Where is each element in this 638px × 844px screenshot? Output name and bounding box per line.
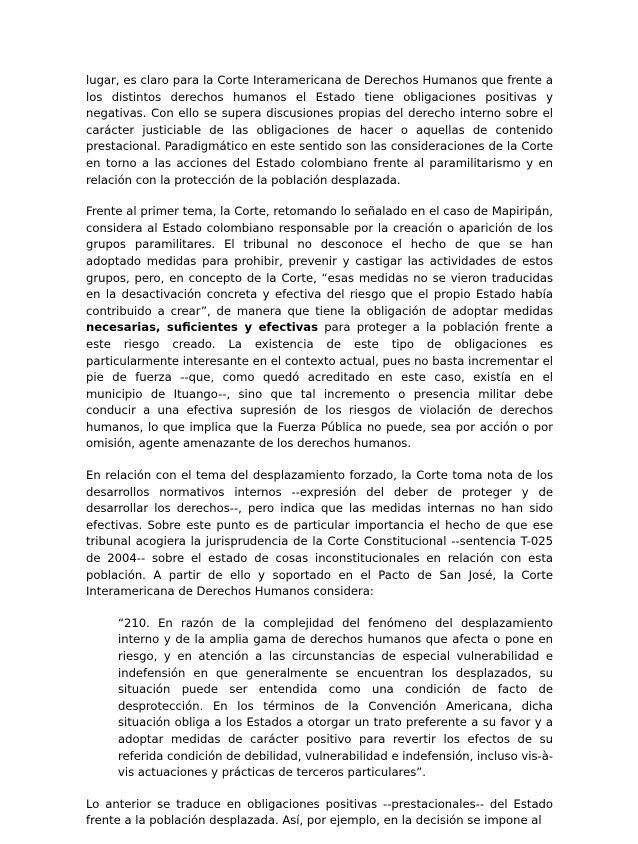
paragraph-2 [86,203,553,452]
paragraph-2-text-before: Frente al primer tema, la Corte, retomando lo señalado en el caso de Mapiripán, considera al Estado colombiano responsable por la creación o aparición de los grupos paramilitares. El tribunal no desconoce el hecho de que se han adoptado medidas para prohibir, prevenir y castigar las actividades de estos grupos, pero, en concepto de la Corte, “esas medidas no se vieron traducidas en la desactivación concreta y efectiva del riesgo que el propio Estado había contribuido a crear”, de manera que tiene la obligación de adoptar medidas [86,204,553,318]
block-quote: “210. En razón de la complejidad del fenómeno del desplazamiento interno y de la amplia gama de derechos humanos que afecta o pone en riesgo, y en atención a las circunstancias de especial vulnerabilidad e indefensión en que generalmente se encuentran los desplazados, su situación puede ser entendida como una condición de facto de desprotección. En los términos de la Convención Americana, dicha situación obliga a los Estados a otorgar un trato preferente a su favor y a adoptar medidas de carácter positivo para revertir los efectos de su referida condición de debilidad, vulnerabilidad e indefensión, incluso vis-à-vis actuaciones y prácticas de terceros particulares”. [118,615,553,780]
document-page [86,72,553,844]
paragraph-3: En relación con el tema del desplazamiento forzado, la Corte toma nota de los desarrollos normativos internos --expresión del deber de proteger y de desarrollar los derechos--, pero indica que las medidas internas no han sido efectivas. Sobre este punto es de particular importancia el hecho de que ese tribunal acogiera la jurisprudencia de la Corte Constitucional --sentencia T-025 de 2004-- sobre el estado de cosas inconstitucionales en relación con esta población. A partir de ello y soportado en el Pacto de San José, la Corte Interamericana de Derechos Humanos considera: [86,468,553,599]
paragraph-2-bold-text: necesarias, suficientes y efectivas [86,320,319,335]
paragraph-4: Lo anterior se traduce en obligaciones positivas --prestacionales-- del Estado frente a la población desplazada. Así, por ejemplo, en la decisión se impone al [86,796,553,828]
paragraph-2-text-after: para proteger a la población frente a este riesgo creado. La existencia de este tipo de obligaciones es particularmente interesante en el contexto actual, pues no basta incrementar el pie de fuerza --que, como quedó acreditado en este caso, existía en el municipio de Ituango--, sino que tal incremento o presencia militar debe conducir a una efectiva supresión de los riesgos de violación de derechos humanos, lo que implica que la Fuerza Pública no puede, sea por acción o por omisión, agente amenazante de los derechos humanos. [86,320,553,451]
paragraph-1: lugar, es claro para la Corte Interamericana de Derechos Humanos que frente a los distintos derechos humanos el Estado tiene obligaciones positivas y negativas. Con ello se supera discusiones propias del derecho interno sobre el carácter justiciable de las obligaciones de hacer o aquellas de contenido prestacional. Paradigmático en este sentido son las consideraciones de la Corte en torno a las acciones del Estado colombiano frente al paramilitarismo y en relación con la protección de la población desplazada. [86,73,553,187]
